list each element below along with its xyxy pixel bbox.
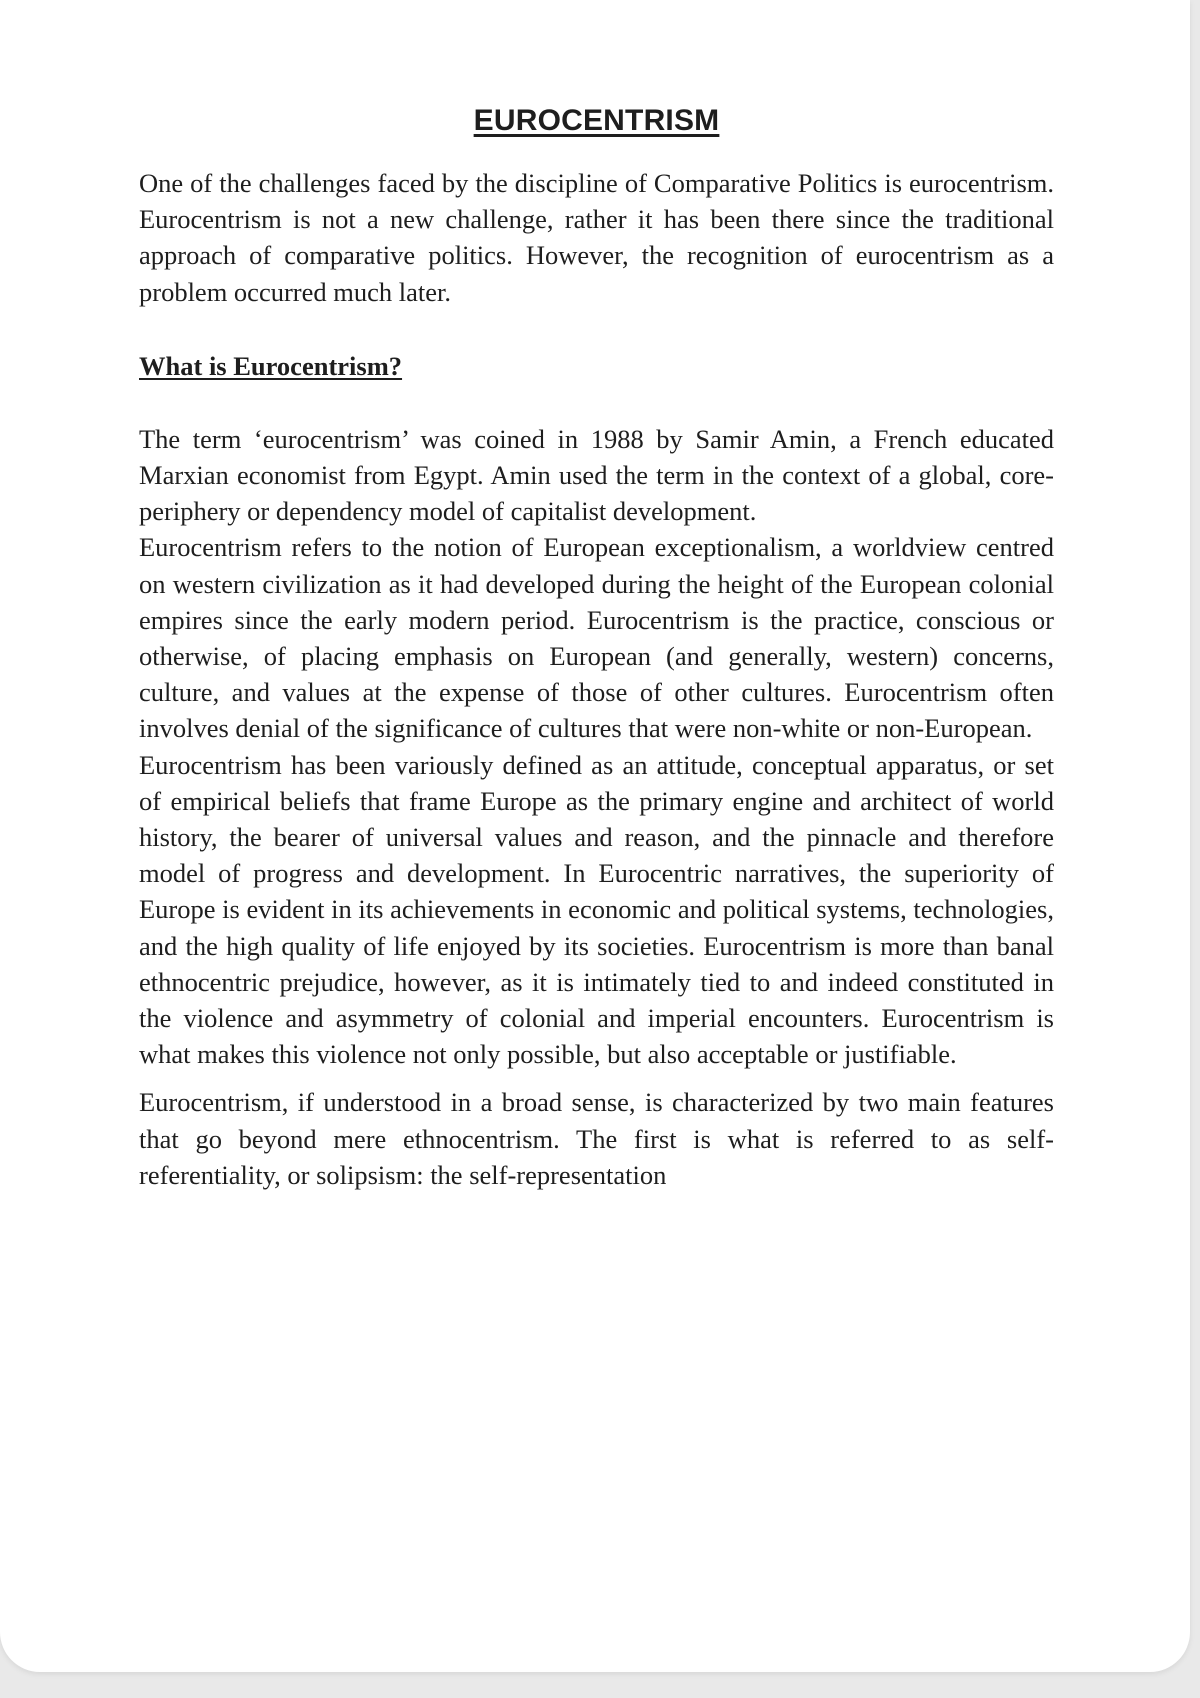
body-paragraph: Eurocentrism has been variously defined as an attitude, conceptual apparatus, or set of empirical beliefs that frame Europe as the primary engine and architect of world history, the bearer of universal values and reason, and the pinnacle and therefore model of progress and development. In Eurocentric narratives, the superiority of Europe is evident in its achievements in economic and political systems, technologies, and the high quality of life enjoyed by its societies. Eurocentrism is more than banal ethnocentric prejudice, however, as it is intimately tied to and indeed constituted in the violence and asymmetry of colonial and imperial encounters. Eurocentrism is what makes this violence not only possible, but also acceptable or justifiable.: [139, 749, 1054, 1070]
intro-paragraph: One of the challenges faced by the discipline of Comparative Politics is eurocentrism. Eurocentrism is not a new challenge, rather it has been there since the traditional approach of comparative politics. However, the recognition of eurocentrism as a problem occurred much later.: [139, 168, 1054, 307]
document-title: EUROCENTRISM: [473, 104, 720, 137]
body-paragraph: Eurocentrism refers to the notion of European exceptionalism, a worldview centred on western civilization as it had developed during the height of the European colonial empires since the early modern period. Eurocentrism is the practice, conscious or otherwise, of placing emphasis on European (and generally, western) concerns, culture, and values at the expense of those of other cultures. Eurocentrism often involves denial of the significance of cultures that were non-white or non-European.: [139, 532, 1054, 744]
document-content: [139, 103, 1054, 1193]
body-paragraph: Eurocentrism, if understood in a broad sense, is characterized by two main features that go beyond mere ethnocentrism. The first is what is referred to as self-referentiality, or solipsism: the self-representation: [139, 1087, 1054, 1190]
body-paragraph: The term ‘eurocentrism’ was coined in 1988 by Samir Amin, a French educated Marxian economist from Egypt. Amin used the term in the context of a global, core-periphery or dependency model of capitalist development.: [139, 423, 1054, 527]
section-heading: What is Eurocentrism?: [139, 350, 403, 381]
